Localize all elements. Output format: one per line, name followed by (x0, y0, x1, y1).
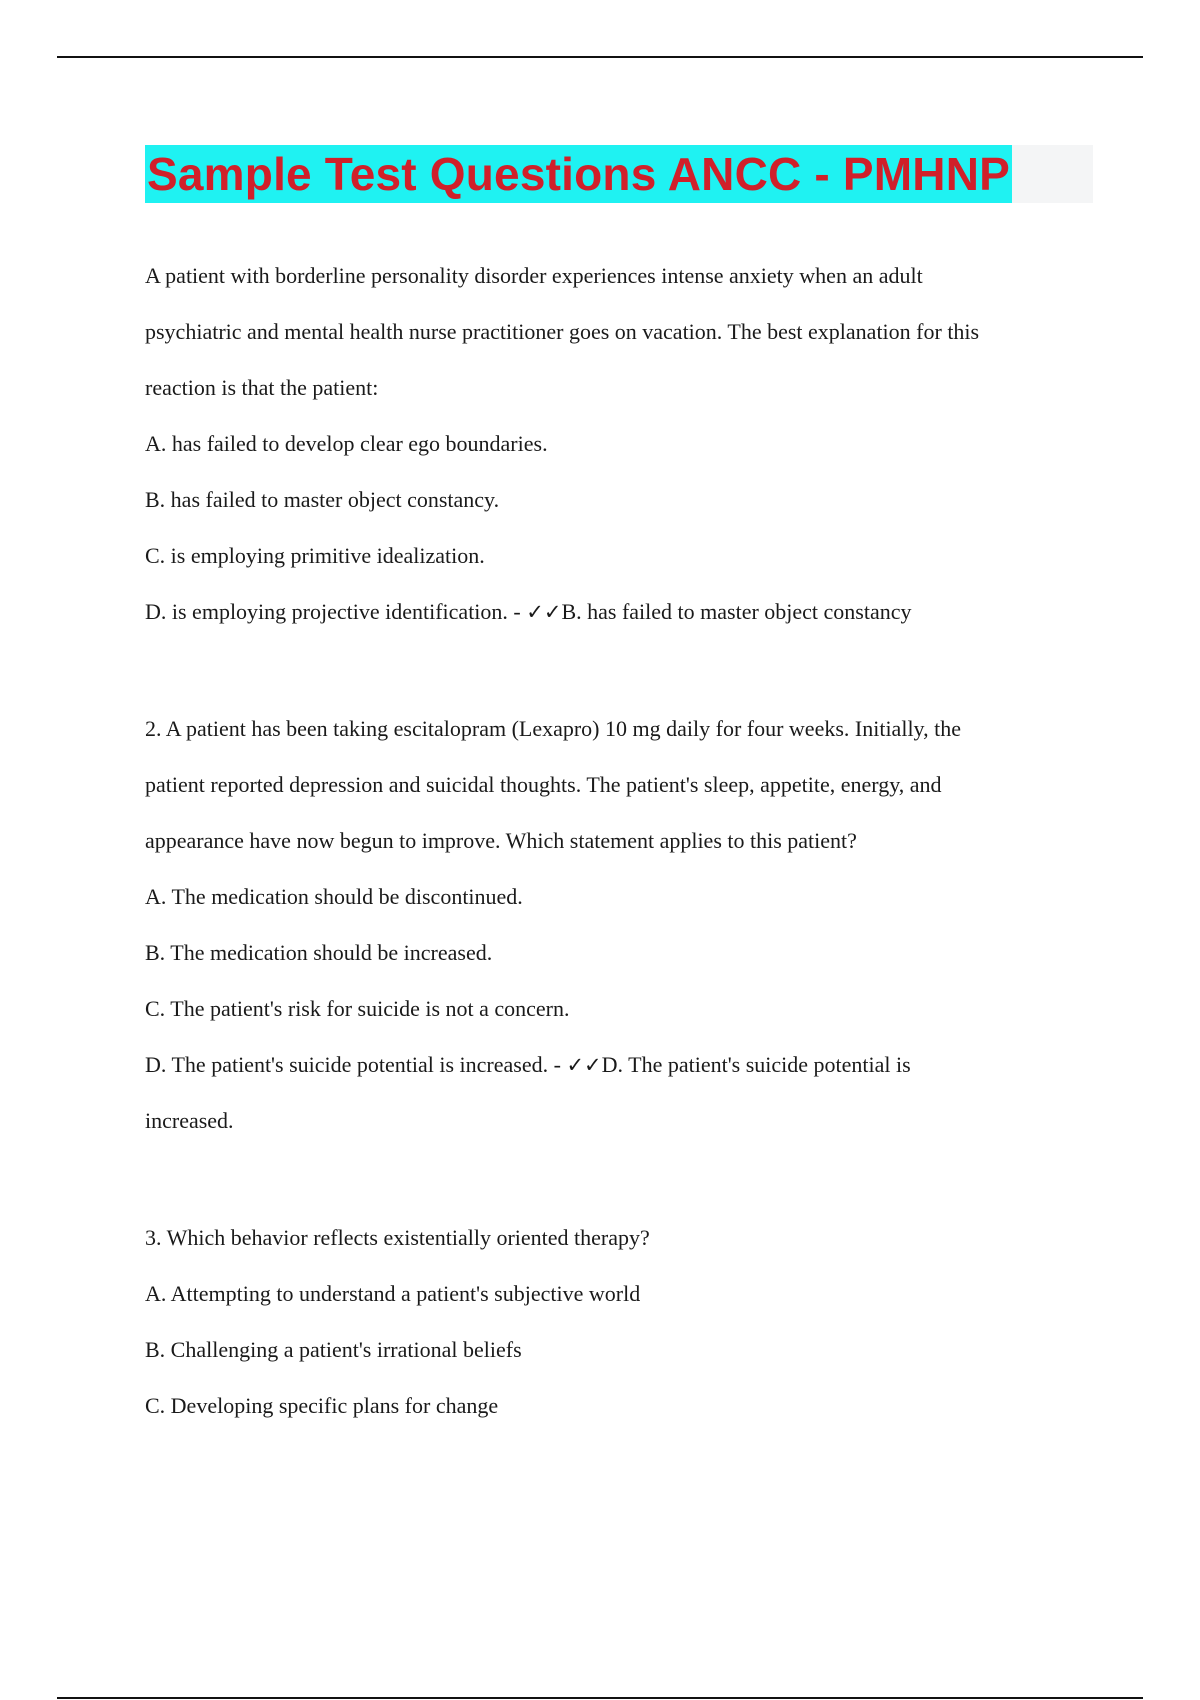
question-1-stem-line-1: A patient with borderline personality disorder experiences intense anxiety when an adult (145, 263, 923, 288)
question-1 (145, 248, 1085, 640)
question-3-option-b: B. Challenging a patient's irrational beliefs (145, 1337, 522, 1362)
question-2-option-b: B. The medication should be increased. (145, 940, 493, 965)
question-1-option-d: D. is employing projective identification. - (145, 599, 527, 624)
question-3-stem-line-1: 3. Which behavior reflects existentially oriented therapy? (145, 1225, 650, 1250)
check-mark-icon: ✓✓ (566, 1053, 602, 1077)
question-1-option-d-with-answer (145, 584, 1085, 640)
document-body (145, 248, 1085, 1434)
question-2-option-d: D. The patient's suicide potential is increased. - (145, 1052, 567, 1077)
question-1-stem-line-3: reaction is that the patient: (145, 375, 379, 400)
top-rule (57, 56, 1143, 58)
check-mark-icon: ✓✓ (526, 600, 562, 624)
page-title: Sample Test Questions ANCC - PMHNP (147, 148, 1011, 200)
bottom-rule (57, 1697, 1143, 1699)
question-2 (145, 701, 1085, 1149)
question-2-option-c: C. The patient's risk for suicide is not a concern. (145, 996, 570, 1021)
question-3-option-c: C. Developing specific plans for change (145, 1393, 499, 1418)
question-3-option-a: A. Attempting to understand a patient's subjective world (145, 1281, 641, 1306)
question-2-option-d-with-answer (145, 1037, 1085, 1093)
question-1-option-b: B. has failed to master object constancy. (145, 487, 500, 512)
question-2-option-a: A. The medication should be discontinued. (145, 884, 523, 909)
question-1-option-c: C. is employing primitive idealization. (145, 543, 485, 568)
question-3 (145, 1210, 1085, 1434)
question-2-answer: D. The patient's suicide potential is (601, 1052, 911, 1077)
question-2-stem-line-2: patient reported depression and suicidal thoughts. The patient's sleep, appetite, energy, and (145, 772, 942, 797)
question-1-answer: B. has failed to master object constancy (561, 599, 912, 624)
section-gap (145, 640, 1085, 701)
title-banner (145, 145, 1093, 203)
title-highlight (145, 145, 1012, 203)
question-2-stem-line-1: 2. A patient has been taking escitalopram (Lexapro) 10 mg daily for four weeks. Initially, the (145, 716, 961, 741)
question-2-stem-line-3: appearance have now begun to improve. Which statement applies to this patient? (145, 828, 857, 853)
question-1-option-a: A. has failed to develop clear ego boundaries. (145, 431, 548, 456)
question-1-stem-line-2: psychiatric and mental health nurse practitioner goes on vacation. The best explanation for this (145, 319, 980, 344)
section-gap (145, 1149, 1085, 1210)
question-2-answer-continuation: increased. (145, 1108, 234, 1133)
